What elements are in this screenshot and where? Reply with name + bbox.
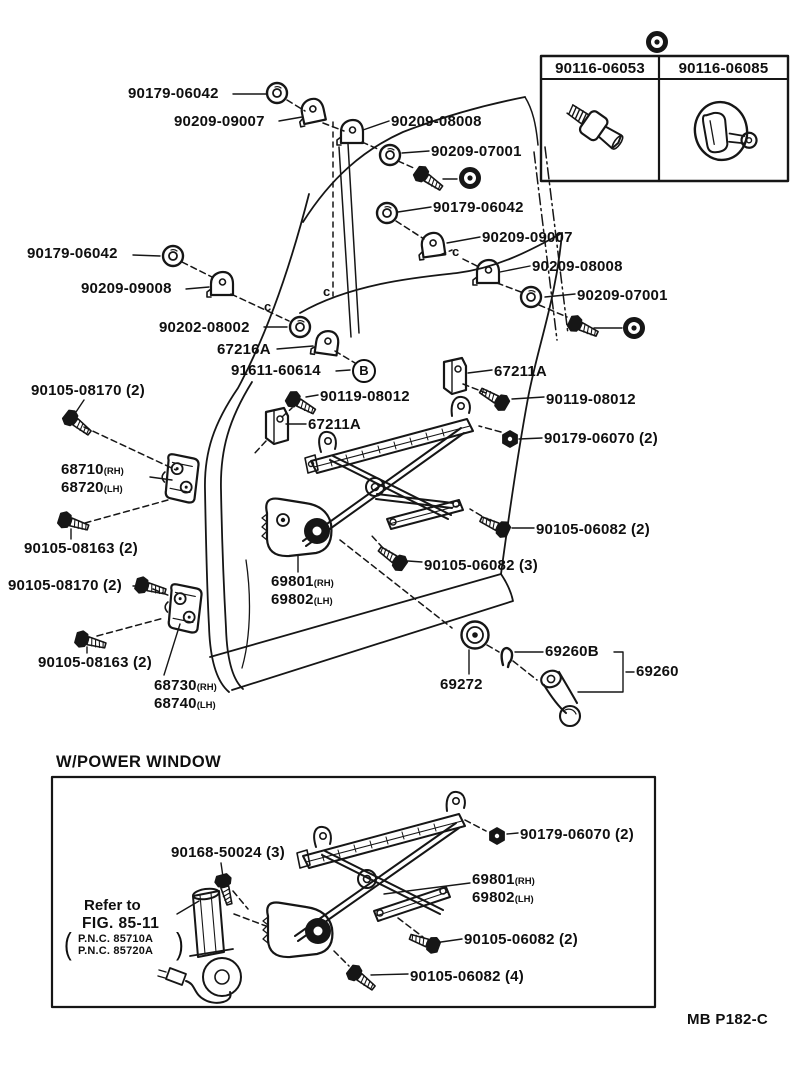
part-number-text: 90209-07001 — [577, 287, 668, 304]
fastener-table-part-no-2: 90116-06085 — [678, 60, 769, 77]
part-number-text: 69260B — [545, 643, 599, 660]
part-number-text: 90209-09007 — [482, 229, 573, 246]
window-regulator — [262, 397, 473, 556]
part-number-text: 90105-06082 (2) — [536, 521, 650, 538]
part-number-text: 90209-08008 — [532, 258, 623, 275]
part-number-text: 90105-06082 (3) — [424, 557, 538, 574]
refer-note-paren-open: ( — [64, 926, 72, 961]
part-number-text: 68730 — [154, 677, 197, 694]
part-side-suffix: (LH) — [514, 894, 534, 905]
retainer-clip-icon — [502, 648, 512, 667]
part-number-text: 90179-06070 (2) — [520, 826, 634, 843]
power-window-regulator — [263, 792, 465, 957]
part-number-text: 67211A — [308, 416, 361, 433]
part-side-suffix: (RH) — [514, 876, 535, 887]
part-number-text: 90209-09007 — [174, 113, 265, 130]
part-number-text: 69802 — [271, 591, 314, 608]
clip-reference-mark: c — [264, 299, 272, 314]
part-number-text: 90105-06082 (4) — [410, 968, 524, 985]
part-side-suffix: (LH) — [196, 700, 216, 711]
part-number-text: 90209-07001 — [431, 143, 522, 160]
part-side-suffix: (RH) — [103, 466, 124, 477]
refer-note-pnc2: P.N.C. 85720A — [78, 945, 154, 957]
part-number-text: 69801 — [472, 871, 515, 888]
part-number-text: 90168-50024 (3) — [171, 844, 285, 861]
part-number-text: 90119-08012 — [320, 388, 410, 405]
part-side-suffix: (LH) — [103, 484, 123, 495]
part-number-text: 69801 — [271, 573, 314, 590]
grommet-with-screw-icon — [690, 97, 759, 164]
part-number-text: 90179-06042 — [128, 85, 219, 102]
part-number-text: 90105-08170 (2) — [31, 382, 145, 399]
refer-note-paren-close: ) — [176, 926, 184, 961]
part-side-suffix: (RH) — [196, 682, 217, 693]
part-number-text: 90202-08002 — [159, 319, 250, 336]
fastener-table-frame — [541, 56, 788, 181]
part-number-text: 90105-08163 (2) — [24, 540, 138, 557]
door-hinge-upper — [161, 454, 199, 503]
crank-handle-assembly — [462, 622, 581, 727]
part-number-text: 90105-08163 (2) — [38, 654, 152, 671]
part-number-text: 90105-06082 (2) — [464, 931, 578, 948]
circled-reference-mark: B — [352, 359, 376, 383]
refer-note-line1: Refer to — [84, 897, 141, 914]
part-number-text: 90119-08012 — [546, 391, 636, 408]
refer-note-line2: FIG. 85-11 — [82, 915, 160, 932]
part-number-text: 69260 — [636, 663, 679, 680]
part-number-text: 68710 — [61, 461, 104, 478]
part-number-text: 69802 — [472, 889, 515, 906]
part-number-text: 67211A — [494, 363, 547, 380]
part-number-text: 90179-06042 — [433, 199, 524, 216]
part-number-text: 90179-06070 (2) — [544, 430, 658, 447]
part-number-text: 69272 — [440, 676, 483, 693]
drawing-code: MB P182-C — [687, 1011, 769, 1028]
part-number-text: 90179-06042 — [27, 245, 118, 262]
grommet-ring-icon — [649, 34, 666, 51]
door-hinge-lower — [164, 584, 202, 633]
part-number-text: 67216A — [217, 341, 271, 358]
hex-bolt-with-washer-icon — [563, 98, 628, 154]
part-number-text: 68720 — [61, 479, 104, 496]
part-number-text: 90105-08170 (2) — [8, 577, 122, 594]
door-outline — [205, 97, 568, 692]
part-number-text: 68740 — [154, 695, 197, 712]
refer-note-pnc1: P.N.C. 85710A — [78, 933, 154, 945]
clip-reference-mark: c — [323, 284, 331, 299]
part-number-text: 90209-09008 — [81, 280, 172, 297]
part-number-text: 91611-60614 — [231, 362, 321, 379]
wire-connector — [166, 968, 186, 985]
part-side-suffix: (RH) — [313, 578, 334, 589]
power-window-section-title: W/POWER WINDOW — [56, 753, 222, 771]
fastener-table-part-no-1: 90116-06053 — [555, 60, 645, 77]
part-side-suffix: (LH) — [313, 596, 333, 607]
clip-reference-mark: c — [452, 244, 460, 259]
part-number-text: 90209-08008 — [391, 113, 482, 130]
